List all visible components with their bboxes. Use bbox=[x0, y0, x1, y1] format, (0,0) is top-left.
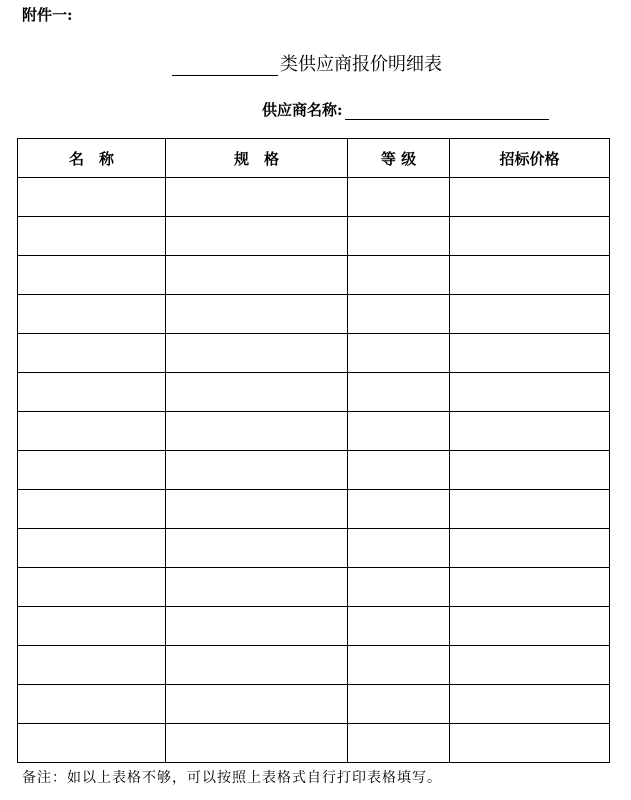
cell-name[interactable] bbox=[18, 373, 166, 412]
cell-grade[interactable] bbox=[348, 568, 450, 607]
cell-spec[interactable] bbox=[166, 568, 348, 607]
cell-grade[interactable] bbox=[348, 490, 450, 529]
cell-spec[interactable] bbox=[166, 529, 348, 568]
cell-spec[interactable] bbox=[166, 451, 348, 490]
cell-grade[interactable] bbox=[348, 529, 450, 568]
cell-name[interactable] bbox=[18, 490, 166, 529]
table-row bbox=[18, 724, 610, 763]
cell-spec[interactable] bbox=[166, 607, 348, 646]
table-row bbox=[18, 568, 610, 607]
table-row bbox=[18, 490, 610, 529]
supplier-name-label: 供应商名称: bbox=[262, 101, 343, 119]
cell-name[interactable] bbox=[18, 256, 166, 295]
cell-grade[interactable] bbox=[348, 646, 450, 685]
footnote: 备注：如以上表格不够，可以按照上表格式自行打印表格填写。 bbox=[22, 770, 442, 786]
cell-bid-price[interactable] bbox=[450, 607, 610, 646]
table-row bbox=[18, 178, 610, 217]
cell-name[interactable] bbox=[18, 412, 166, 451]
table-row bbox=[18, 217, 610, 256]
table-row bbox=[18, 685, 610, 724]
title-text: 类供应商报价明细表 bbox=[280, 54, 442, 75]
table-row bbox=[18, 373, 610, 412]
cell-name[interactable] bbox=[18, 529, 166, 568]
table-row bbox=[18, 334, 610, 373]
cell-name[interactable] bbox=[18, 217, 166, 256]
attachment-label: 附件一: bbox=[22, 6, 73, 24]
cell-spec[interactable] bbox=[166, 724, 348, 763]
cell-spec[interactable] bbox=[166, 256, 348, 295]
table-row bbox=[18, 295, 610, 334]
cell-grade[interactable] bbox=[348, 178, 450, 217]
cell-grade[interactable] bbox=[348, 685, 450, 724]
cell-bid-price[interactable] bbox=[450, 256, 610, 295]
cell-bid-price[interactable] bbox=[450, 412, 610, 451]
cell-spec[interactable] bbox=[166, 178, 348, 217]
header-spec: 规 格 bbox=[166, 139, 348, 178]
cell-bid-price[interactable] bbox=[450, 490, 610, 529]
table-row bbox=[18, 607, 610, 646]
cell-bid-price[interactable] bbox=[450, 646, 610, 685]
table-row bbox=[18, 451, 610, 490]
cell-name[interactable] bbox=[18, 724, 166, 763]
cell-bid-price[interactable] bbox=[450, 451, 610, 490]
cell-name[interactable] bbox=[18, 607, 166, 646]
cell-grade[interactable] bbox=[348, 724, 450, 763]
cell-spec[interactable] bbox=[166, 646, 348, 685]
cell-name[interactable] bbox=[18, 451, 166, 490]
cell-name[interactable] bbox=[18, 568, 166, 607]
cell-name[interactable] bbox=[18, 646, 166, 685]
cell-name[interactable] bbox=[18, 295, 166, 334]
cell-grade[interactable] bbox=[348, 334, 450, 373]
table-row bbox=[18, 256, 610, 295]
cell-spec[interactable] bbox=[166, 334, 348, 373]
cell-bid-price[interactable] bbox=[450, 529, 610, 568]
cell-grade[interactable] bbox=[348, 373, 450, 412]
cell-grade[interactable] bbox=[348, 607, 450, 646]
supplier-name-row bbox=[262, 99, 549, 120]
cell-bid-price[interactable] bbox=[450, 685, 610, 724]
table-body bbox=[18, 178, 610, 763]
table-row bbox=[18, 646, 610, 685]
cell-bid-price[interactable] bbox=[450, 178, 610, 217]
cell-spec[interactable] bbox=[166, 217, 348, 256]
cell-bid-price[interactable] bbox=[450, 295, 610, 334]
cell-spec[interactable] bbox=[166, 373, 348, 412]
cell-bid-price[interactable] bbox=[450, 568, 610, 607]
table-header-row bbox=[18, 139, 610, 178]
cell-spec[interactable] bbox=[166, 295, 348, 334]
cell-bid-price[interactable] bbox=[450, 724, 610, 763]
cell-bid-price[interactable] bbox=[450, 217, 610, 256]
header-grade: 等 级 bbox=[348, 139, 450, 178]
cell-grade[interactable] bbox=[348, 295, 450, 334]
table-row bbox=[18, 529, 610, 568]
header-name: 名 称 bbox=[18, 139, 166, 178]
category-blank-line[interactable] bbox=[172, 55, 278, 76]
supplier-name-blank-line[interactable] bbox=[345, 101, 549, 120]
price-detail-table bbox=[17, 138, 610, 763]
cell-grade[interactable] bbox=[348, 256, 450, 295]
cell-spec[interactable] bbox=[166, 685, 348, 724]
cell-bid-price[interactable] bbox=[450, 373, 610, 412]
cell-name[interactable] bbox=[18, 334, 166, 373]
cell-name[interactable] bbox=[18, 178, 166, 217]
cell-bid-price[interactable] bbox=[450, 334, 610, 373]
cell-grade[interactable] bbox=[348, 412, 450, 451]
document-title bbox=[172, 50, 442, 76]
table-row bbox=[18, 412, 610, 451]
cell-name[interactable] bbox=[18, 685, 166, 724]
cell-grade[interactable] bbox=[348, 217, 450, 256]
header-bid-price: 招标价格 bbox=[450, 139, 610, 178]
cell-spec[interactable] bbox=[166, 490, 348, 529]
cell-spec[interactable] bbox=[166, 412, 348, 451]
cell-grade[interactable] bbox=[348, 451, 450, 490]
